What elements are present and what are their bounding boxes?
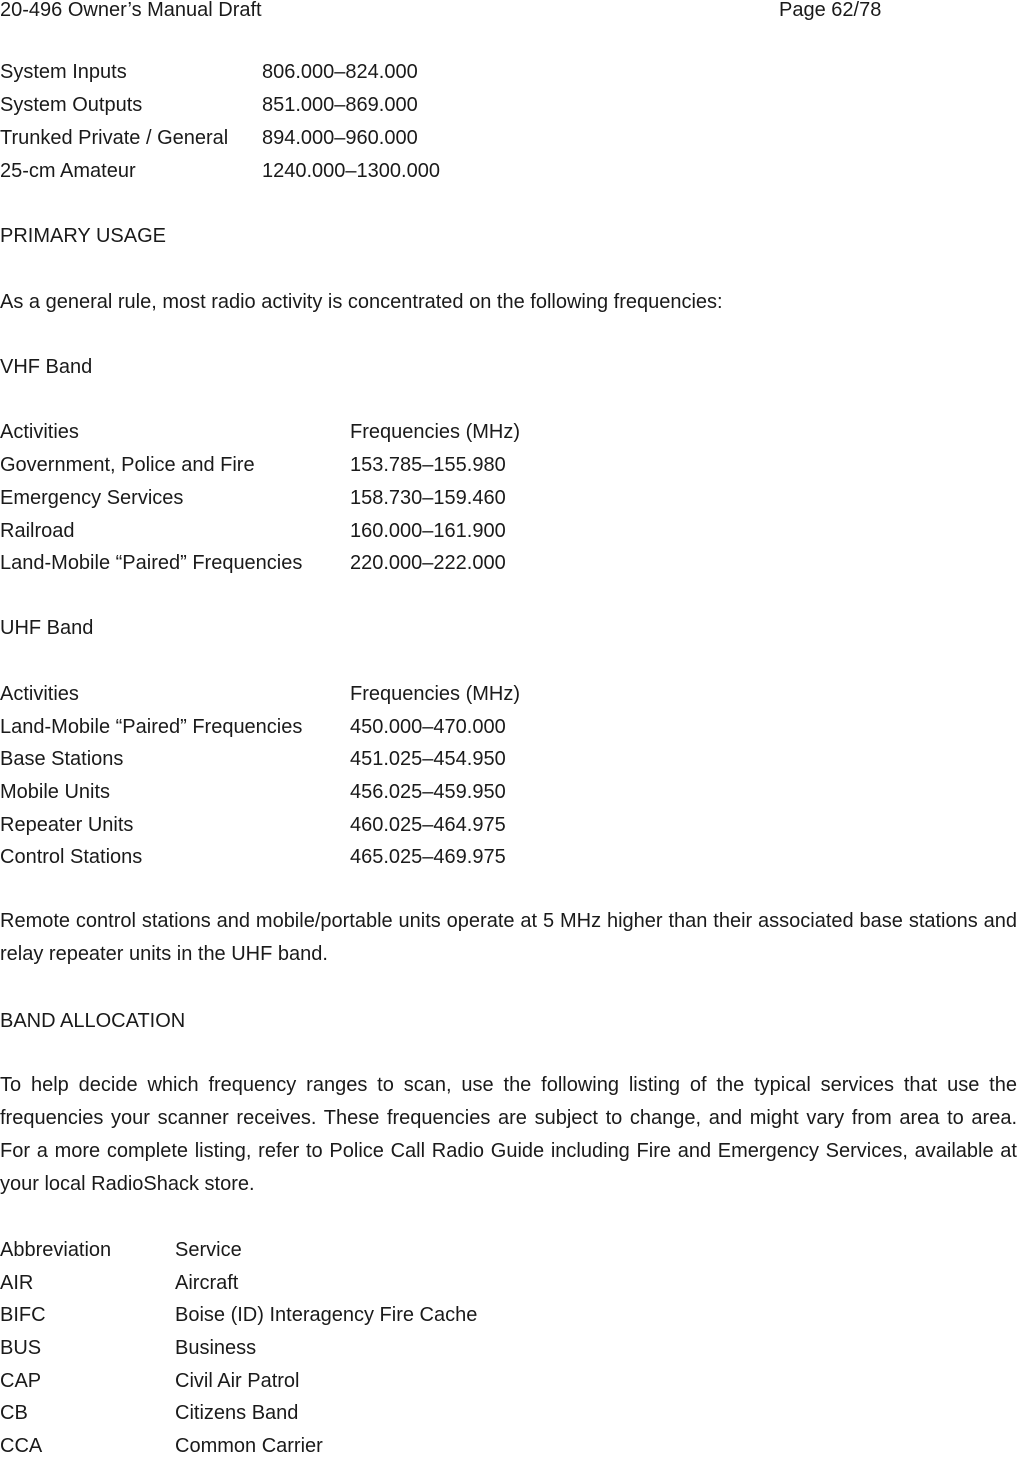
service-cell: Citizens Band — [175, 1402, 299, 1424]
activity-cell: Emergency Services — [0, 487, 184, 509]
frequency-cell: 460.025–464.975 — [350, 814, 506, 836]
abbreviation-cell: AIR — [0, 1272, 34, 1294]
activity-cell: Repeater Units — [0, 814, 134, 836]
activity-cell: Railroad — [0, 520, 75, 542]
system-range: 1240.000–1300.000 — [262, 160, 440, 182]
uhf-heading: UHF Band — [0, 617, 94, 639]
frequency-cell: 158.730–159.460 — [350, 487, 506, 509]
column-header-service: Service — [175, 1239, 242, 1261]
vhf-heading: VHF Band — [0, 356, 93, 378]
column-header-abbreviation: Abbreviation — [0, 1239, 112, 1261]
activity-cell: Control Stations — [0, 846, 143, 868]
uhf-note-paragraph: Remote control stations and mobile/portable units operate at 5 MHz higher than their associated base stations and relay repeater units in the UHF band. — [0, 910, 1017, 965]
frequency-cell: 220.000–222.000 — [350, 552, 506, 574]
system-label: System Outputs — [0, 94, 143, 116]
service-cell: Aircraft — [175, 1272, 239, 1294]
frequency-cell: 465.025–469.975 — [350, 846, 506, 868]
band-allocation-heading: BAND ALLOCATION — [0, 1010, 186, 1032]
column-header-activities: Activities — [0, 683, 79, 705]
system-label: System Inputs — [0, 61, 127, 83]
system-label: 25-cm Amateur — [0, 160, 136, 182]
abbreviation-cell: CCA — [0, 1435, 43, 1457]
activity-cell: Land-Mobile “Paired” Frequencies — [0, 716, 303, 738]
abbreviation-cell: CB — [0, 1402, 28, 1424]
page-number: Page 62/78 — [779, 0, 882, 21]
column-header-frequencies: Frequencies (MHz) — [350, 421, 521, 443]
activity-cell: Government, Police and Fire — [0, 454, 255, 476]
service-cell: Boise (ID) Interagency Fire Cache — [175, 1304, 478, 1326]
service-cell: Civil Air Patrol — [175, 1370, 300, 1392]
frequency-cell: 456.025–459.950 — [350, 781, 506, 803]
system-range: 806.000–824.000 — [262, 61, 418, 83]
system-label: Trunked Private / General — [0, 127, 229, 149]
frequency-cell: 451.025–454.950 — [350, 748, 506, 770]
activity-cell: Base Stations — [0, 748, 124, 770]
service-cell: Common Carrier — [175, 1435, 323, 1457]
band-allocation-intro: To help decide which frequency ranges to scan, use the following listing of the typical services that use the frequencies your scanner receives. These frequencies are subject to change, and might vary from area to area. For a more complete listing, refer to Police Call Radio Guide including Fire and Emergency Services, available at your local RadioShack store. — [0, 1074, 1017, 1195]
column-header-frequencies: Frequencies (MHz) — [350, 683, 521, 705]
abbreviation-cell: CAP — [0, 1370, 42, 1392]
system-range: 894.000–960.000 — [262, 127, 418, 149]
activity-cell: Mobile Units — [0, 781, 111, 803]
primary-usage-intro: As a general rule, most radio activity is concentrated on the following frequencies: — [0, 291, 723, 313]
system-range: 851.000–869.000 — [262, 94, 418, 116]
primary-usage-heading: PRIMARY USAGE — [0, 225, 166, 247]
document-title: 20-496 Owner’s Manual Draft — [0, 0, 262, 21]
abbreviation-cell: BUS — [0, 1337, 42, 1359]
abbreviation-cell: BIFC — [0, 1304, 46, 1326]
column-header-activities: Activities — [0, 421, 79, 443]
frequency-cell: 160.000–161.900 — [350, 520, 506, 542]
frequency-cell: 153.785–155.980 — [350, 454, 506, 476]
service-cell: Business — [175, 1337, 257, 1359]
activity-cell: Land-Mobile “Paired” Frequencies — [0, 552, 303, 574]
frequency-cell: 450.000–470.000 — [350, 716, 506, 738]
